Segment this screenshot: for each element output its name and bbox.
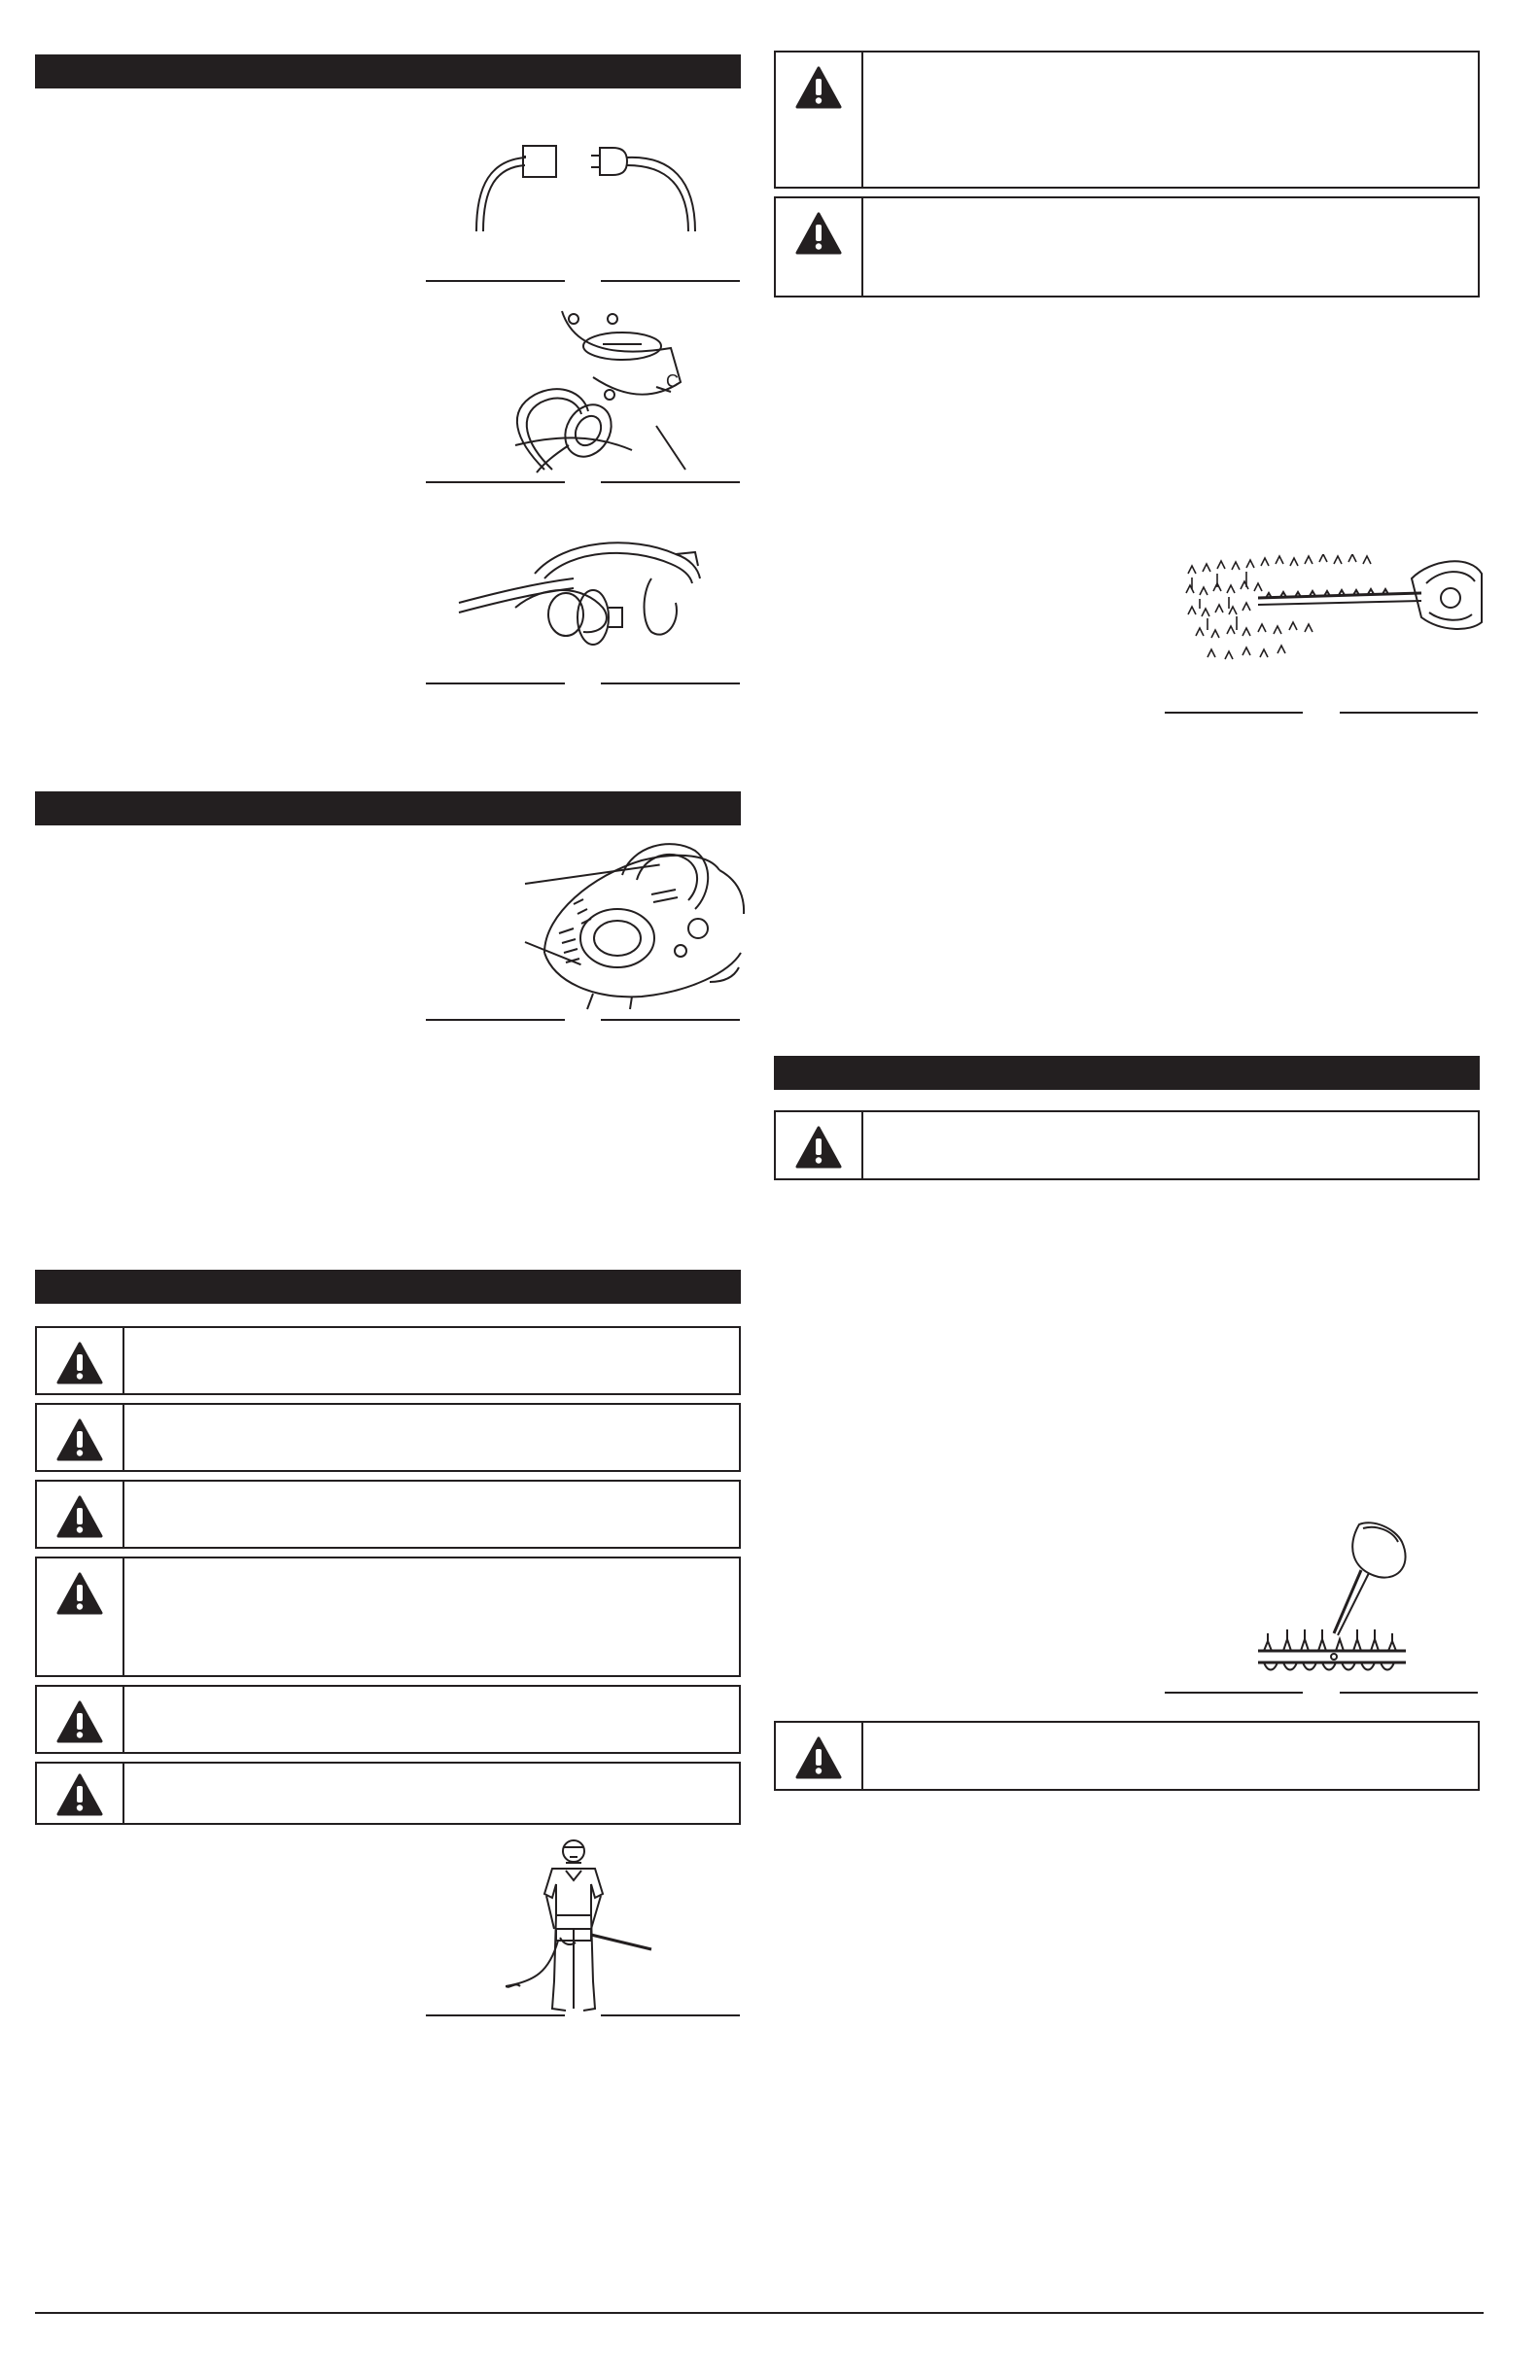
svg-text:C: C <box>666 371 679 391</box>
figure-caption-rule <box>601 481 740 483</box>
warning-triangle-icon <box>56 1773 103 1816</box>
warning-triangle-icon <box>56 1495 103 1538</box>
figure-caption-rule <box>426 682 565 684</box>
section-header-bar <box>35 54 741 88</box>
figure-caption-rule <box>601 1019 740 1021</box>
figure-caption-rule <box>1340 1692 1478 1694</box>
figure-caption-rule <box>601 682 740 684</box>
warning-box <box>774 1721 1480 1791</box>
section-header-bar <box>774 1056 1480 1090</box>
figure-caption-rule <box>426 2014 565 2016</box>
warning-box <box>35 1557 741 1677</box>
figure-caption-rule <box>1340 712 1478 714</box>
warning-triangle-icon <box>795 1126 842 1169</box>
footer-rule <box>35 2312 1484 2314</box>
operator-figure <box>506 1836 661 2020</box>
warning-triangle-icon <box>795 212 842 255</box>
cord-retainer-figure <box>476 309 749 474</box>
figure-caption-rule <box>1165 712 1303 714</box>
warning-triangle-icon <box>56 1418 103 1461</box>
figure-caption-rule <box>426 280 565 282</box>
blade-oiling-figure <box>1244 1517 1419 1687</box>
cord-knot-figure <box>457 525 749 661</box>
figure-caption-rule <box>601 2014 740 2016</box>
warning-box <box>35 1480 741 1549</box>
figure-caption-rule <box>1165 1692 1303 1694</box>
figure-caption-rule <box>426 1019 565 1021</box>
section-header-bar <box>35 791 741 825</box>
warning-triangle-icon <box>795 1736 842 1779</box>
warning-box <box>35 1762 741 1825</box>
warning-triangle-icon <box>795 66 842 109</box>
warning-box <box>774 51 1480 189</box>
warning-box <box>35 1326 741 1395</box>
warning-box <box>774 196 1480 298</box>
warning-box <box>35 1403 741 1472</box>
handle-switch-figure <box>515 836 749 1011</box>
plug-receptacle-figure <box>428 126 749 243</box>
warning-triangle-icon <box>56 1572 103 1615</box>
figure-caption-rule <box>601 280 740 282</box>
warning-triangle-icon <box>56 1700 103 1743</box>
section-header-bar <box>35 1270 741 1304</box>
hedge-trimming-figure <box>1178 554 1486 681</box>
figure-caption-rule <box>426 481 565 483</box>
warning-box <box>774 1110 1480 1180</box>
warning-box <box>35 1685 741 1754</box>
warning-triangle-icon <box>56 1342 103 1384</box>
